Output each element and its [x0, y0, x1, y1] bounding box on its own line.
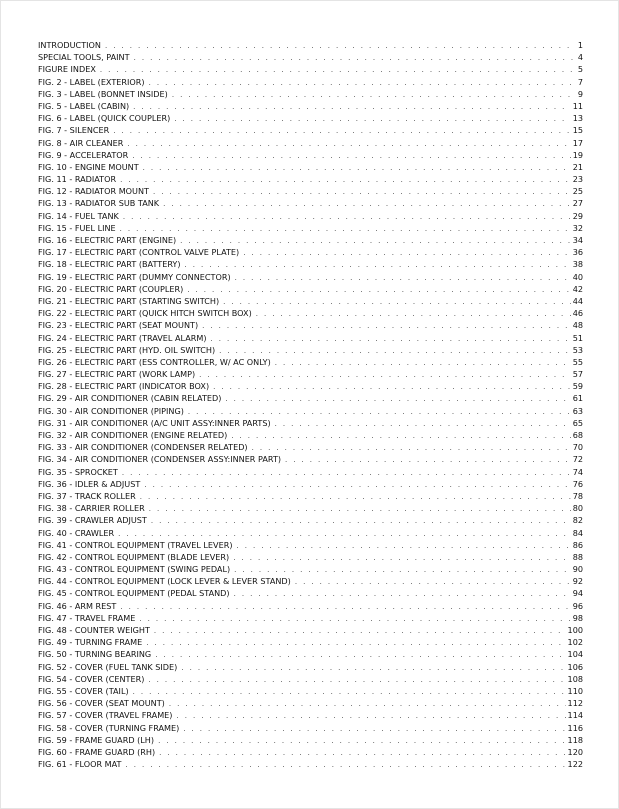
toc-entry-page-number: 92: [572, 576, 583, 587]
toc-entry-page-number: 53: [572, 344, 583, 355]
toc-entry-title: FIG. 27 - ELECTRIC PART (WORK LAMP): [38, 369, 196, 380]
toc-entry[interactable]: [38, 392, 583, 404]
dot-leader: [139, 613, 570, 625]
dot-leader: [256, 308, 571, 320]
toc-entry-title: FIG. 32 - AIR CONDITIONER (ENGINE RELATED): [38, 430, 228, 440]
toc-entry-title: FIG. 38 - CARRIER ROLLER: [38, 503, 145, 514]
toc-entry-title: FIG. 9 - ACCELERATOR: [38, 149, 129, 160]
toc-entry[interactable]: [38, 661, 583, 673]
toc-entry[interactable]: [38, 758, 583, 770]
toc-entry[interactable]: [38, 112, 583, 124]
dot-leader: [199, 369, 571, 381]
toc-entry[interactable]: [38, 527, 583, 539]
dot-leader: [233, 552, 571, 564]
toc-entry-page-number: 17: [572, 137, 583, 148]
toc-entry[interactable]: [38, 222, 583, 234]
toc-entry[interactable]: [38, 283, 583, 295]
toc-entry[interactable]: [38, 234, 583, 246]
toc-entry-page-number: 90: [572, 564, 583, 575]
toc-entry-title: FIG. 16 - ELECTRIC PART (ENGINE): [38, 235, 177, 245]
dot-leader: [202, 320, 571, 332]
toc-entry-title: FIG. 21 - ELECTRIC PART (STARTING SWITCH): [38, 295, 220, 306]
dot-leader: [132, 150, 570, 162]
toc-entry[interactable]: [38, 149, 583, 161]
toc-entry-title: FIG. 15 - FUEL LINE: [38, 222, 116, 233]
dot-leader: [155, 649, 565, 661]
toc-entry[interactable]: [38, 575, 583, 587]
toc-entry-title: FIG. 47 - TRAVEL FRAME: [38, 612, 136, 623]
dot-leader: [183, 723, 565, 735]
toc-entry-page-number: 84: [572, 527, 583, 538]
toc-entry[interactable]: [38, 39, 583, 51]
toc-entry[interactable]: [38, 185, 583, 197]
toc-entry-title: FIG. 31 - AIR CONDITIONER (A/C UNIT ASSY:INNER PARTS): [38, 417, 271, 428]
toc-entry-title: FIG. 13 - RADIATOR SUB TANK: [38, 198, 160, 209]
dot-leader: [140, 491, 571, 503]
toc-entry[interactable]: [38, 368, 583, 380]
toc-entry-title: FIG. 44 - CONTROL EQUIPMENT (LOCK LEVER & LEVER STAND): [38, 576, 291, 587]
toc-entry-page-number: 76: [572, 478, 583, 489]
dot-leader: [285, 454, 571, 466]
toc-entry-page-number: 74: [572, 466, 583, 477]
toc-entry-page-number: 4: [577, 52, 583, 63]
toc-entry-page-number: 51: [572, 332, 583, 343]
toc-entry[interactable]: [38, 380, 583, 392]
toc-entry-title: FIG. 60 - FRAME GUARD (RH): [38, 746, 156, 757]
toc-entry-title: FIG. 36 - IDLER & ADJUST: [38, 478, 141, 489]
toc-entry[interactable]: [38, 709, 583, 721]
toc-entry-page-number: 38: [572, 259, 583, 270]
toc-entry-title: FIG. 5 - LABEL (CABIN): [38, 100, 130, 111]
toc-entry-title: FIG. 7 - SILENCER: [38, 125, 110, 136]
toc-entry[interactable]: [38, 502, 583, 514]
toc-entry-page-number: 70: [572, 442, 583, 453]
toc-entry[interactable]: [38, 490, 583, 502]
toc-entry-title: FIG. 59 - FRAME GUARD (LH): [38, 734, 155, 745]
toc-entry[interactable]: [38, 319, 583, 331]
toc-entry-page-number: 7: [577, 76, 583, 87]
toc-entry[interactable]: [38, 478, 583, 490]
dot-leader: [176, 710, 565, 722]
dot-leader: [144, 479, 570, 491]
toc-entry-title: FIG. 33 - AIR CONDITIONER (CONDENSER RELATED): [38, 442, 248, 453]
toc-entry-page-number: 98: [572, 612, 583, 623]
toc-entry-title: FIG. 17 - ELECTRIC PART (CONTROL VALVE PLATE): [38, 247, 240, 258]
dot-leader: [234, 588, 571, 600]
toc-entry-title: FIG. 45 - CONTROL EQUIPMENT (PEDAL STAND): [38, 588, 230, 599]
toc-entry-title: FIG. 61 - FLOOR MAT: [38, 759, 122, 770]
toc-entry[interactable]: [38, 746, 583, 758]
dot-leader: [236, 540, 570, 552]
toc-entry[interactable]: [38, 332, 583, 344]
toc-entry[interactable]: [38, 88, 583, 100]
toc-entry-page-number: 122: [567, 759, 583, 770]
toc-entry-page-number: 23: [572, 174, 583, 185]
toc-entry-title: FIG. 29 - AIR CONDITIONER (CABIN RELATED): [38, 393, 222, 404]
toc-entry-page-number: 118: [567, 734, 583, 745]
toc-entry-title: SPECIAL TOOLS, PAINT: [38, 52, 130, 63]
toc-entry-title: FIG. 34 - AIR CONDITIONER (CONDENSER ASSY:INNER PART): [38, 454, 282, 465]
toc-entry-page-number: 78: [572, 490, 583, 501]
toc-entry[interactable]: [38, 344, 583, 356]
toc-entry-title: FIGURE INDEX: [38, 64, 96, 75]
toc-entry-title: FIG. 18 - ELECTRIC PART (BATTERY): [38, 259, 181, 270]
toc-entry[interactable]: [38, 466, 583, 478]
toc-entry-page-number: 80: [572, 503, 583, 514]
toc-entry-title: FIG. 57 - COVER (TRAVEL FRAME): [38, 710, 173, 721]
toc-entry-title: FIG. 12 - RADIATOR MOUNT: [38, 186, 149, 197]
dot-leader: [169, 698, 566, 710]
toc-entry-page-number: 72: [572, 454, 583, 465]
dot-leader: [225, 393, 570, 405]
dot-leader: [163, 198, 571, 210]
toc-entry-page-number: 108: [567, 673, 583, 684]
toc-entry-title: FIG. 11 - RADIATOR: [38, 174, 117, 185]
toc-entry[interactable]: [38, 124, 583, 136]
toc-entry[interactable]: [38, 210, 583, 222]
dot-leader: [154, 625, 566, 637]
toc-entry[interactable]: [38, 722, 583, 734]
toc-entry-title: FIG. 25 - ELECTRIC PART (HYD. OIL SWITCH): [38, 344, 216, 355]
toc-entry[interactable]: [38, 453, 583, 465]
toc-entry-page-number: 104: [567, 649, 583, 660]
dot-leader: [120, 223, 571, 235]
dot-leader: [243, 247, 570, 259]
dot-leader: [133, 686, 566, 698]
dot-leader: [105, 40, 576, 52]
toc-entry-title: FIG. 24 - ELECTRIC PART (TRAVEL ALARM): [38, 332, 207, 343]
toc-entry-title: FIG. 8 - AIR CLEANER: [38, 137, 124, 148]
toc-entry-page-number: 82: [572, 515, 583, 526]
toc-entry-title: FIG. 10 - ENGINE MOUNT: [38, 161, 139, 172]
toc-entry-title: FIG. 56 - COVER (SEAT MOUNT): [38, 698, 165, 709]
toc-entry[interactable]: [38, 100, 583, 112]
toc-entry-page-number: 110: [567, 685, 583, 696]
toc-entry-page-number: 63: [572, 405, 583, 416]
toc-entry-page-number: 42: [572, 283, 583, 294]
toc-entry-title: FIG. 42 - CONTROL EQUIPMENT (BLADE LEVER): [38, 551, 230, 562]
dot-leader: [235, 272, 571, 284]
toc-entry-title: FIG. 37 - TRACK ROLLER: [38, 490, 136, 501]
dot-leader: [143, 162, 571, 174]
toc-entry[interactable]: [38, 173, 583, 185]
toc-entry-title: INTRODUCTION: [38, 40, 101, 50]
toc-entry-title: FIG. 58 - COVER (TURNING FRAME): [38, 722, 180, 733]
dot-leader: [134, 52, 576, 64]
toc-entry[interactable]: [38, 417, 583, 429]
dot-leader: [219, 345, 571, 357]
toc-entry-title: FIG. 39 - CRAWLER ADJUST: [38, 515, 147, 526]
toc-entry-page-number: 65: [572, 417, 583, 428]
toc-entry-page-number: 86: [572, 539, 583, 550]
dot-leader: [213, 381, 571, 393]
toc-entry-page-number: 59: [572, 381, 583, 392]
toc-entry-page-number: 13: [572, 113, 583, 124]
toc-entry-page-number: 106: [567, 661, 583, 672]
toc-entry-page-number: 9: [577, 88, 583, 99]
toc-entry[interactable]: [38, 356, 583, 368]
toc-entry-page-number: 114: [567, 710, 583, 721]
dot-leader: [158, 735, 565, 747]
dot-leader: [275, 357, 571, 369]
dot-leader: [275, 418, 571, 430]
toc-entry-page-number: 48: [572, 320, 583, 331]
dot-leader: [113, 125, 570, 137]
toc-entry-page-number: 94: [572, 588, 583, 599]
toc-entry-title: FIG. 22 - ELECTRIC PART (QUICK HITCH SWITCH BOX): [38, 308, 252, 319]
toc-entry[interactable]: [38, 685, 583, 697]
toc-entry-title: FIG. 6 - LABEL (QUICK COUPLER): [38, 113, 171, 124]
toc-entry[interactable]: [38, 63, 583, 75]
toc-entry-page-number: 100: [567, 625, 583, 635]
toc-entry[interactable]: [38, 624, 583, 636]
dot-leader: [122, 467, 571, 479]
dot-leader: [295, 576, 571, 588]
dot-leader: [151, 515, 571, 527]
toc-entry[interactable]: [38, 161, 583, 173]
toc-entry[interactable]: [38, 137, 583, 149]
toc-entry-page-number: 57: [572, 369, 583, 380]
toc-entry-page-number: 68: [572, 430, 583, 440]
toc-entry-title: FIG. 43 - CONTROL EQUIPMENT (SWING PEDAL): [38, 564, 231, 575]
toc-entry[interactable]: [38, 295, 583, 307]
toc-entry-page-number: 112: [567, 698, 583, 709]
toc-entry[interactable]: [38, 539, 583, 551]
toc-entry-title: FIG. 30 - AIR CONDITIONER (PIPING): [38, 405, 184, 416]
toc-entry[interactable]: [38, 441, 583, 453]
toc-entry[interactable]: [38, 551, 583, 563]
toc-entry-title: FIG. 2 - LABEL (EXTERIOR): [38, 76, 145, 87]
toc-entry[interactable]: [38, 307, 583, 319]
toc-entry-title: FIG. 48 - COUNTER WEIGHT: [38, 625, 150, 635]
toc-entry[interactable]: [38, 587, 583, 599]
toc-entry[interactable]: [38, 514, 583, 526]
dot-leader: [123, 211, 571, 223]
toc-entry-page-number: 21: [572, 161, 583, 172]
toc-entry[interactable]: [38, 197, 583, 209]
toc-entry[interactable]: [38, 648, 583, 660]
toc-entry-page-number: 19: [572, 149, 583, 160]
toc-entry-page-number: 120: [567, 746, 583, 757]
dot-leader: [181, 662, 565, 674]
toc-entry-title: FIG. 28 - ELECTRIC PART (INDICATOR BOX): [38, 381, 210, 392]
table-of-contents: [38, 39, 583, 770]
dot-leader: [174, 113, 570, 125]
toc-entry[interactable]: [38, 612, 583, 624]
toc-entry[interactable]: [38, 673, 583, 685]
dot-leader: [185, 259, 571, 271]
toc-entry[interactable]: [38, 600, 583, 612]
toc-entry-page-number: 46: [572, 308, 583, 319]
toc-entry-title: FIG. 3 - LABEL (BONNET INSIDE): [38, 88, 168, 99]
toc-entry-title: FIG. 26 - ELECTRIC PART (ESS CONTROLLER, W/ AC ONLY): [38, 356, 271, 367]
toc-entry-title: FIG. 23 - ELECTRIC PART (SEAT MOUNT): [38, 320, 199, 331]
toc-entry[interactable]: [38, 563, 583, 575]
toc-entry-title: FIG. 20 - ELECTRIC PART (COUPLER): [38, 283, 184, 294]
toc-entry-page-number: 25: [572, 186, 583, 197]
dot-leader: [187, 284, 570, 296]
dot-leader: [120, 174, 571, 186]
toc-entry-page-number: 11: [572, 100, 583, 111]
toc-entry[interactable]: [38, 636, 583, 648]
dot-leader: [159, 747, 565, 759]
toc-entry[interactable]: [38, 76, 583, 88]
toc-entry[interactable]: [38, 271, 583, 283]
dot-leader: [149, 77, 576, 89]
toc-entry[interactable]: [38, 429, 583, 441]
toc-entry-title: FIG. 35 - SPROCKET: [38, 466, 118, 477]
toc-entry-page-number: 1: [577, 40, 583, 50]
toc-entry-page-number: 55: [572, 356, 583, 367]
toc-entry-page-number: 44: [572, 295, 583, 306]
dot-leader: [231, 430, 570, 442]
dot-leader: [172, 89, 576, 101]
toc-entry-page-number: 61: [572, 393, 583, 404]
dot-leader: [146, 637, 565, 649]
toc-entry-title: FIG. 49 - TURNING FRAME: [38, 637, 143, 648]
toc-entry-page-number: 36: [572, 247, 583, 258]
dot-leader: [149, 503, 571, 515]
dot-leader: [100, 64, 576, 76]
dot-leader: [148, 674, 565, 686]
dot-leader: [120, 601, 570, 613]
toc-entry-page-number: 96: [572, 600, 583, 611]
toc-entry-page-number: 34: [572, 235, 583, 245]
toc-entry-title: FIG. 19 - ELECTRIC PART (DUMMY CONNECTOR): [38, 271, 231, 282]
toc-entry-title: FIG. 52 - COVER (FUEL TANK SIDE): [38, 661, 178, 672]
toc-entry-page-number: 29: [572, 210, 583, 221]
toc-entry-title: FIG. 50 - TURNING BEARING: [38, 649, 152, 660]
toc-entry-title: FIG. 14 - FUEL TANK: [38, 210, 119, 221]
dot-leader: [211, 333, 571, 345]
dot-leader: [223, 296, 571, 308]
toc-entry-page-number: 5: [577, 64, 583, 75]
toc-entry[interactable]: [38, 734, 583, 746]
dot-leader: [127, 138, 570, 150]
toc-entry-page-number: 32: [572, 222, 583, 233]
dot-leader: [125, 759, 565, 771]
toc-entry-page-number: 15: [572, 125, 583, 136]
dot-leader: [252, 442, 571, 454]
toc-entry[interactable]: [38, 697, 583, 709]
toc-entry-title: FIG. 54 - COVER (CENTER): [38, 673, 145, 684]
toc-entry-page-number: 88: [572, 551, 583, 562]
toc-entry-title: FIG. 41 - CONTROL EQUIPMENT (TRAVEL LEVER): [38, 539, 233, 550]
toc-entry-title: FIG. 55 - COVER (TAIL): [38, 685, 129, 696]
toc-entry[interactable]: [38, 246, 583, 258]
toc-entry[interactable]: [38, 405, 583, 417]
dot-leader: [133, 101, 571, 113]
toc-entry-page-number: 27: [572, 198, 583, 209]
toc-entry-title: FIG. 46 - ARM REST: [38, 600, 117, 611]
toc-entry[interactable]: [38, 51, 583, 63]
toc-entry-title: FIG. 40 - CRAWLER: [38, 527, 115, 538]
toc-entry-page-number: 116: [567, 722, 583, 733]
toc-entry-page-number: 102: [567, 637, 583, 648]
dot-leader: [153, 186, 571, 198]
toc-entry-page-number: 40: [572, 271, 583, 282]
toc-entry[interactable]: [38, 258, 583, 270]
